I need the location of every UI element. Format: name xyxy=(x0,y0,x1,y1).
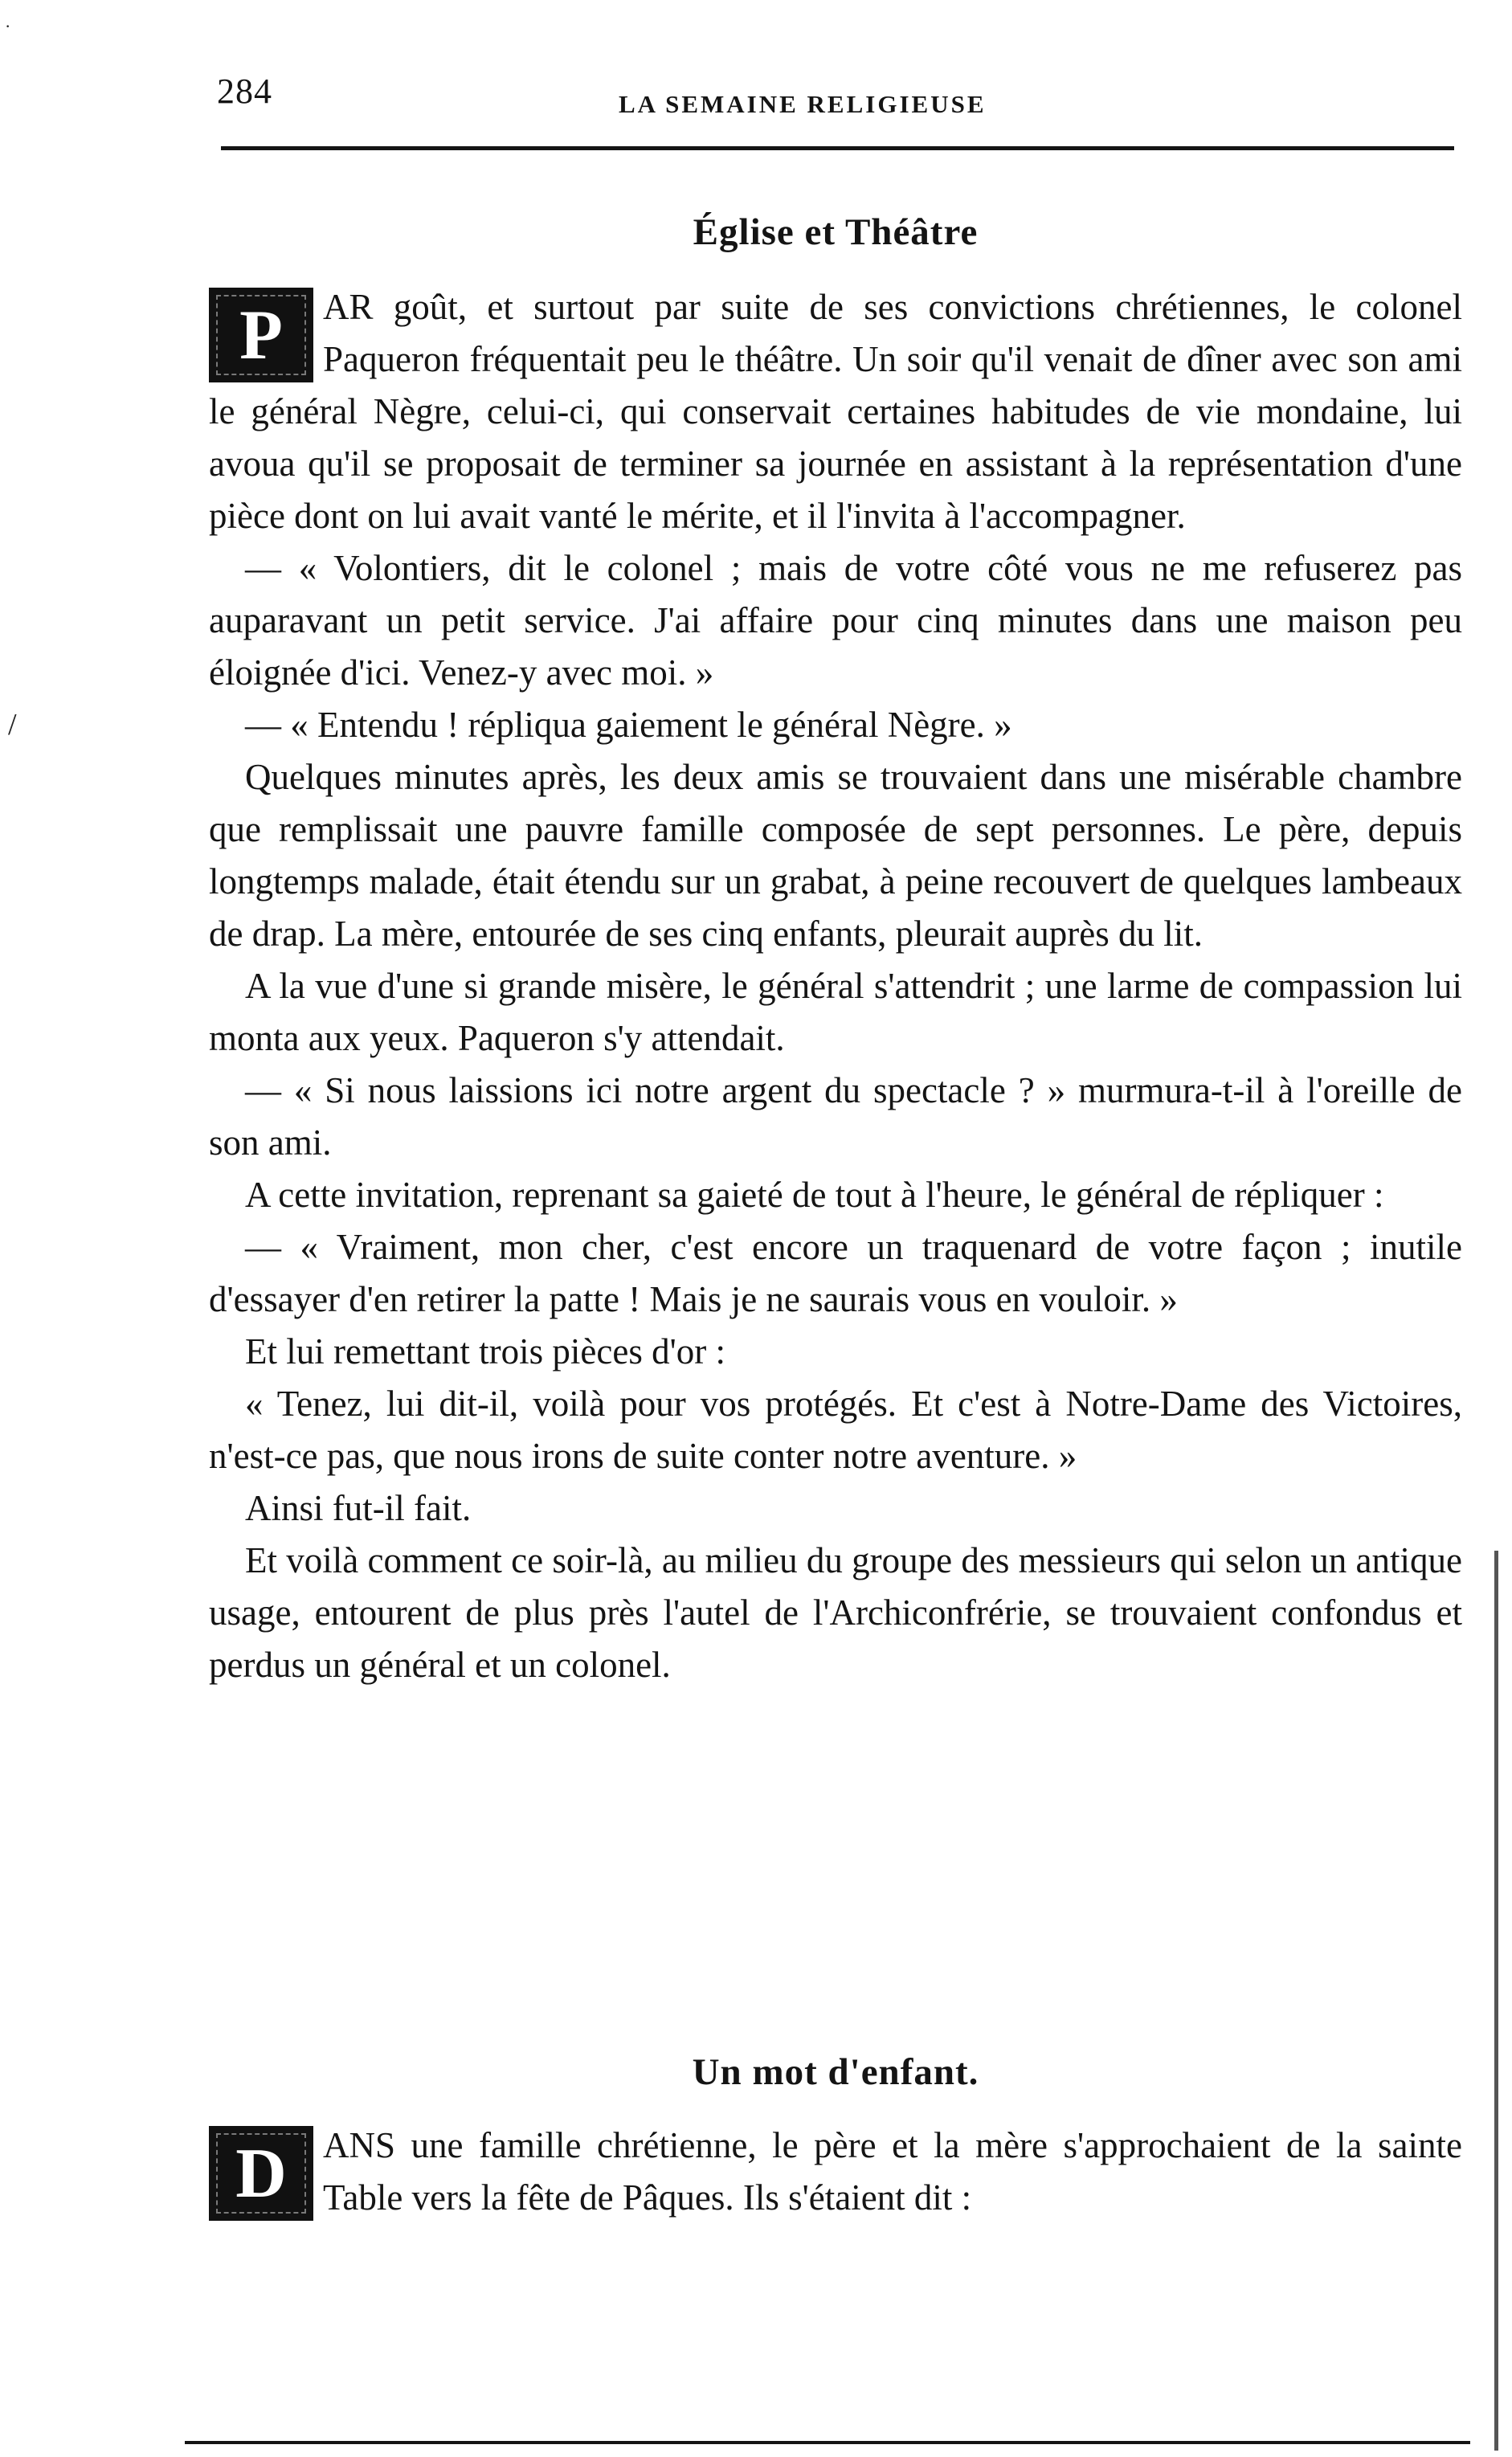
dropcap-letter: D xyxy=(235,2134,287,2213)
section-title-eglise-theatre: Église et Théâtre xyxy=(693,211,979,253)
section-body-eglise-theatre xyxy=(209,281,1462,1691)
paragraph: « Tenez, lui dit-il, voilà pour vos protégés. Et c'est à Notre-Dame des Victoires, n'est-ce pas, que nous irons de suite conter notre aventure. » xyxy=(209,1384,1462,1476)
dropcap-letter: P xyxy=(239,296,283,374)
dropcap-ornament xyxy=(209,288,313,382)
running-head: LA SEMAINE RELIGIEUSE xyxy=(619,90,987,118)
paragraph-text: ANS une famille chrétienne, le père et la mère s'approchaient de la sainte Table vers la fête de Pâques. Ils s'étaient dit : xyxy=(323,2125,1462,2218)
header-rule xyxy=(221,146,1454,150)
paragraph: — « Volontiers, dit le colonel ; mais de votre côté vous ne me refuserez pas auparavant un petit service. J'ai affaire pour cinq minutes dans une maison peu éloignée d'ici. Venez-y avec moi. » xyxy=(209,548,1462,693)
section-title-mot-enfant: Un mot d'enfant. xyxy=(692,2051,979,2093)
bottom-edge-rule xyxy=(185,2441,1470,2444)
paragraph: Et voilà comment ce soir-là, au milieu du groupe des messieurs qui selon un antique usage, entourent de plus près l'autel de l'Archiconfrérie, se trouvaient confondus et perdus un général et un colonel. xyxy=(209,1540,1462,1685)
paragraph-opening xyxy=(209,2120,1462,2224)
paragraph: — « Entendu ! répliqua gaiement le général Nègre. » xyxy=(245,705,1012,745)
paragraph: A cette invitation, reprenant sa gaieté de tout à l'heure, le général de répliquer : xyxy=(245,1175,1384,1215)
corner-speck: · xyxy=(5,16,11,36)
dropcap-ornament xyxy=(209,2126,313,2221)
margin-mark: / xyxy=(8,708,17,742)
paragraph: Quelques minutes après, les deux amis se trouvaient dans une misérable chambre que remplissait une pauvre famille composée de sept personnes. Le père, depuis longtemps malade, était étendu sur un grabat, à peine recouvert de quelques lambeaux de drap. La mère, entourée de ses cinq enfants, pleurait auprès du lit. xyxy=(209,757,1462,954)
paragraph: A la vue d'une si grande misère, le général s'attendrit ; une larme de compassion lui monta aux yeux. Paqueron s'y attendait. xyxy=(209,966,1462,1058)
paragraph: — « Vraiment, mon cher, c'est encore un traquenard de votre façon ; inutile d'essayer d'en retirer la patte ! Mais je ne saurais vous en vouloir. » xyxy=(209,1227,1462,1319)
paragraph-text: AR goût, et surtout par suite de ses convictions chrétiennes, le colonel Paqueron fréquentait peu le théâtre. Un soir qu'il venait de dîner avec son ami le général Nègre, celui-ci, qui conservait certaines habitudes de vie mondaine, lui avoua qu'il se proposait de terminer sa journée en assistant à la représentation d'une pièce dont on lui avait vanté le mérite, et il l'invita à l'accompagner. xyxy=(209,287,1462,536)
paragraph: Ainsi fut-il fait. xyxy=(245,1488,472,1528)
paragraph: — « Si nous laissions ici notre argent du spectacle ? » murmura-t-il à l'oreille de son ami. xyxy=(209,1070,1462,1163)
paragraph-opening xyxy=(209,281,1462,542)
section-body-mot-enfant xyxy=(209,2120,1462,2224)
page-number: 284 xyxy=(217,72,272,111)
page-edge-shadow xyxy=(1494,1551,1498,2451)
paragraph: Et lui remettant trois pièces d'or : xyxy=(245,1331,725,1372)
